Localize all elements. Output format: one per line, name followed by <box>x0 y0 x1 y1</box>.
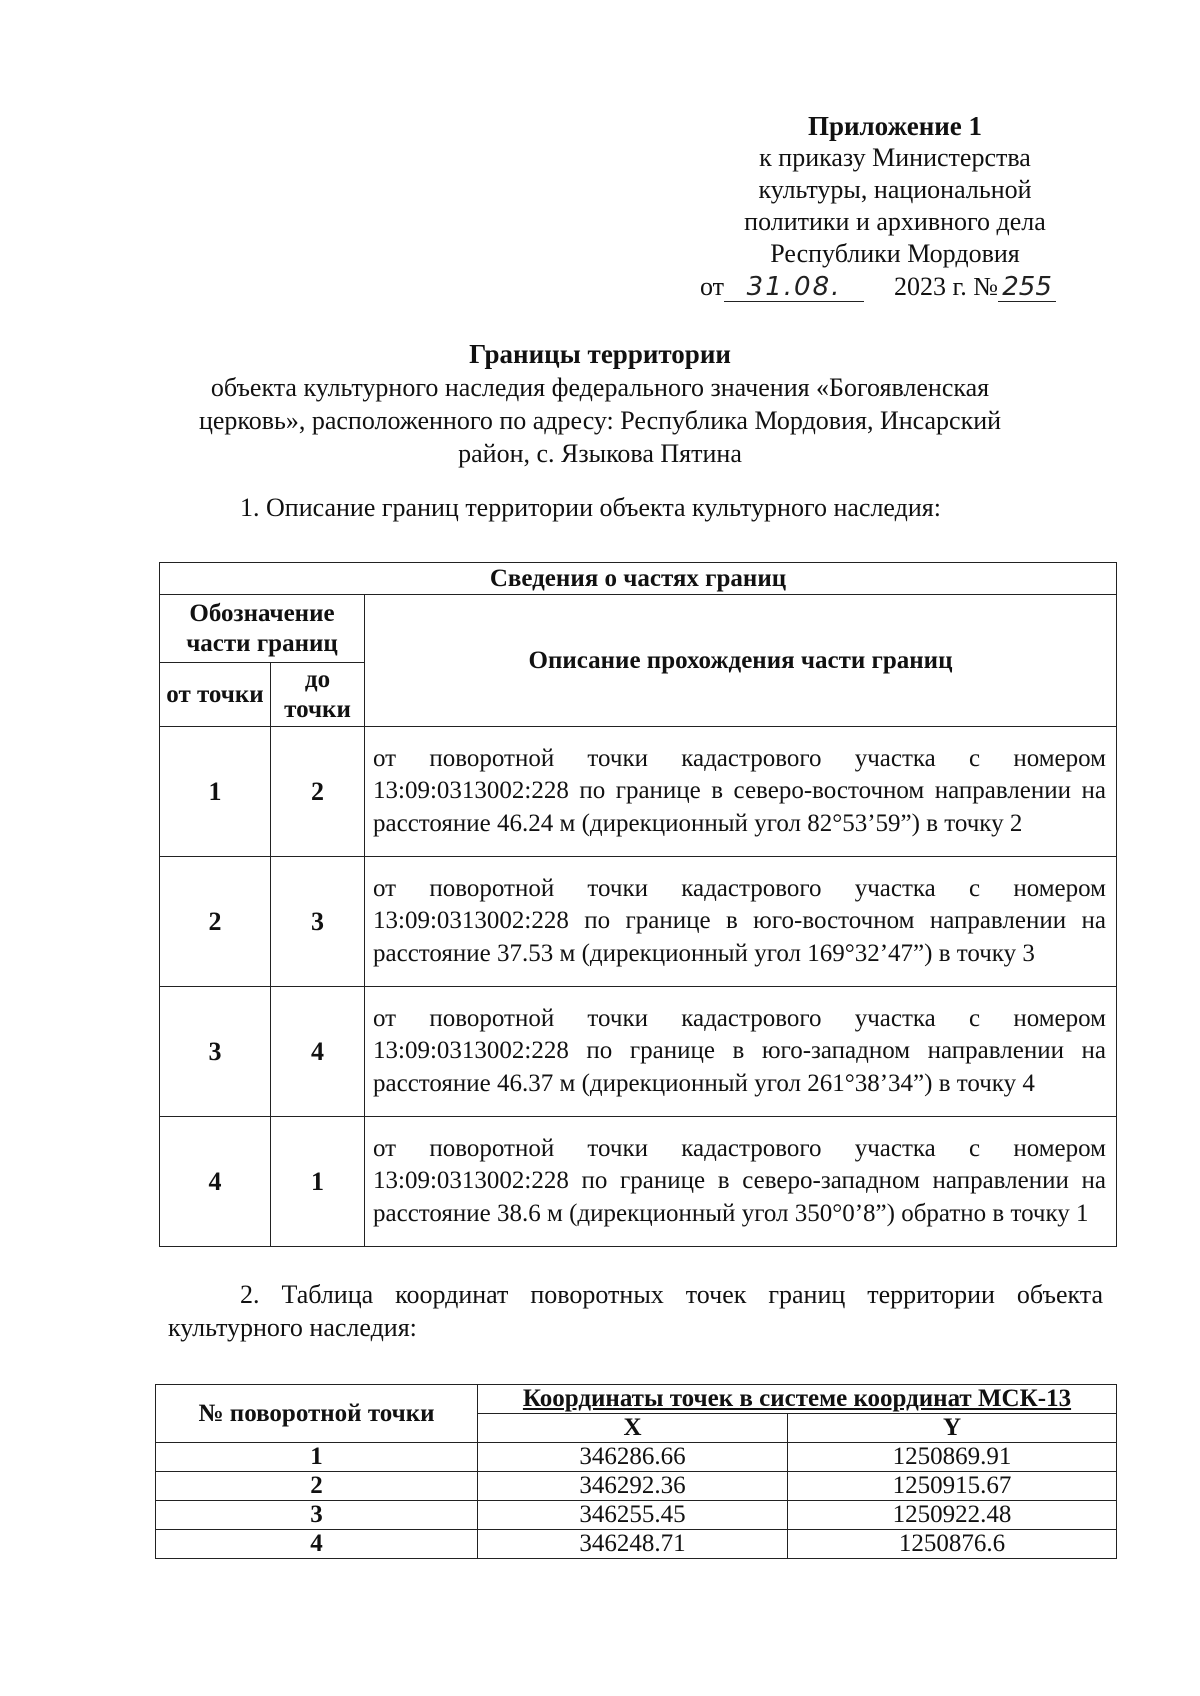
appendix-line: политики и архивного дела <box>744 207 1046 236</box>
cell-to: 1 <box>271 1117 365 1247</box>
cell-from: 3 <box>160 987 271 1117</box>
cell-description: от поворотной точки кадастрового участка с номером 13:09:0313002:228 по границе в юго-восточном направлении на расстояние 37.53 м (дирекционный угол 169°32’47”) в точку 3 <box>365 857 1117 987</box>
cell-point: 2 <box>156 1472 478 1501</box>
cell-y: 1250915.67 <box>788 1472 1117 1501</box>
title-subtitle-line: объекта культурного наследия федерального значения «Богоявленская <box>210 373 990 402</box>
cell-to: 4 <box>271 987 365 1117</box>
cell-description: от поворотной точки кадастрового участка с номером 13:09:0313002:228 по границе в северо-западном направлении на расстояние 38.6 м (дирекционный угол 350°0’8”) обратно в точку 1 <box>365 1117 1117 1247</box>
title-subtitle-line: церковь», расположенного по адресу: Республика Мордовия, Инсарский <box>198 406 1002 435</box>
section-2-heading: 2. Таблица координат поворотных точек границ территории объекта культурного наследия: <box>168 1280 1103 1342</box>
table-row <box>156 1501 1117 1530</box>
title-heading: Границы территории <box>469 339 731 369</box>
year-text: 2023 г. № <box>894 272 999 301</box>
handwritten-order-number: 255 <box>998 273 1056 302</box>
cell-to: 3 <box>271 857 365 987</box>
date-prefix: от <box>700 272 725 301</box>
table-row <box>160 857 1117 987</box>
section-1-heading: 1. Описание границ территории объекта культурного наследия: <box>240 493 941 522</box>
coordinates-table <box>155 1384 1117 1559</box>
table1-col-to: до точки <box>271 663 365 727</box>
appendix-line: культуры, национальной <box>758 175 1032 204</box>
title-subtitle-line: район, с. Языкова Пятина <box>458 439 742 468</box>
table-row <box>156 1472 1117 1501</box>
appendix-title: Приложение 1 <box>807 111 983 141</box>
appendix-header <box>700 110 1090 270</box>
cell-x: 346255.45 <box>478 1501 788 1530</box>
table1-col-from: от точки <box>160 663 271 727</box>
document-title <box>170 338 1030 470</box>
cell-description: от поворотной точки кадастрового участка с номером 13:09:0313002:228 по границе в юго-западном направлении на расстояние 46.37 м (дирекционный угол 261°38’34”) в точку 4 <box>365 987 1117 1117</box>
table1-caption: Сведения о частях границ <box>160 563 1117 595</box>
appendix-line: Республики Мордовия <box>770 239 1020 268</box>
table2-col-point: № поворотной точки <box>156 1385 478 1443</box>
cell-y: 1250869.91 <box>788 1443 1117 1472</box>
cell-x: 346286.66 <box>478 1443 788 1472</box>
table2-col-x: X <box>478 1414 788 1443</box>
cell-y: 1250922.48 <box>788 1501 1117 1530</box>
cell-x: 346248.71 <box>478 1530 788 1559</box>
table-row <box>160 727 1117 857</box>
cell-to: 2 <box>271 727 365 857</box>
cell-point: 4 <box>156 1530 478 1559</box>
table-row <box>160 1117 1117 1247</box>
table-row <box>160 987 1117 1117</box>
cell-description: от поворотной точки кадастрового участка с номером 13:09:0313002:228 по границе в северо-восточном направлении на расстояние 46.24 м (дирекционный угол 82°53’59”) в точку 2 <box>365 727 1117 857</box>
table2-col-y: Y <box>788 1414 1117 1443</box>
table1-col-designation: Обозначение части границ <box>160 595 365 663</box>
table2-col-coords: Координаты точек в системе координат МСК-13 <box>478 1385 1117 1414</box>
cell-from: 4 <box>160 1117 271 1247</box>
cell-from: 2 <box>160 857 271 987</box>
cell-x: 346292.36 <box>478 1472 788 1501</box>
table-row <box>156 1530 1117 1559</box>
cell-y: 1250876.6 <box>788 1530 1117 1559</box>
order-date-line <box>700 270 1120 304</box>
cell-point: 3 <box>156 1501 478 1530</box>
handwritten-date: 31.08. <box>724 273 864 302</box>
cell-from: 1 <box>160 727 271 857</box>
cell-point: 1 <box>156 1443 478 1472</box>
boundary-parts-table <box>159 562 1117 1247</box>
appendix-line: к приказу Министерства <box>759 143 1031 172</box>
table1-col-description: Описание прохождения части границ <box>365 595 1117 727</box>
table-row <box>156 1443 1117 1472</box>
